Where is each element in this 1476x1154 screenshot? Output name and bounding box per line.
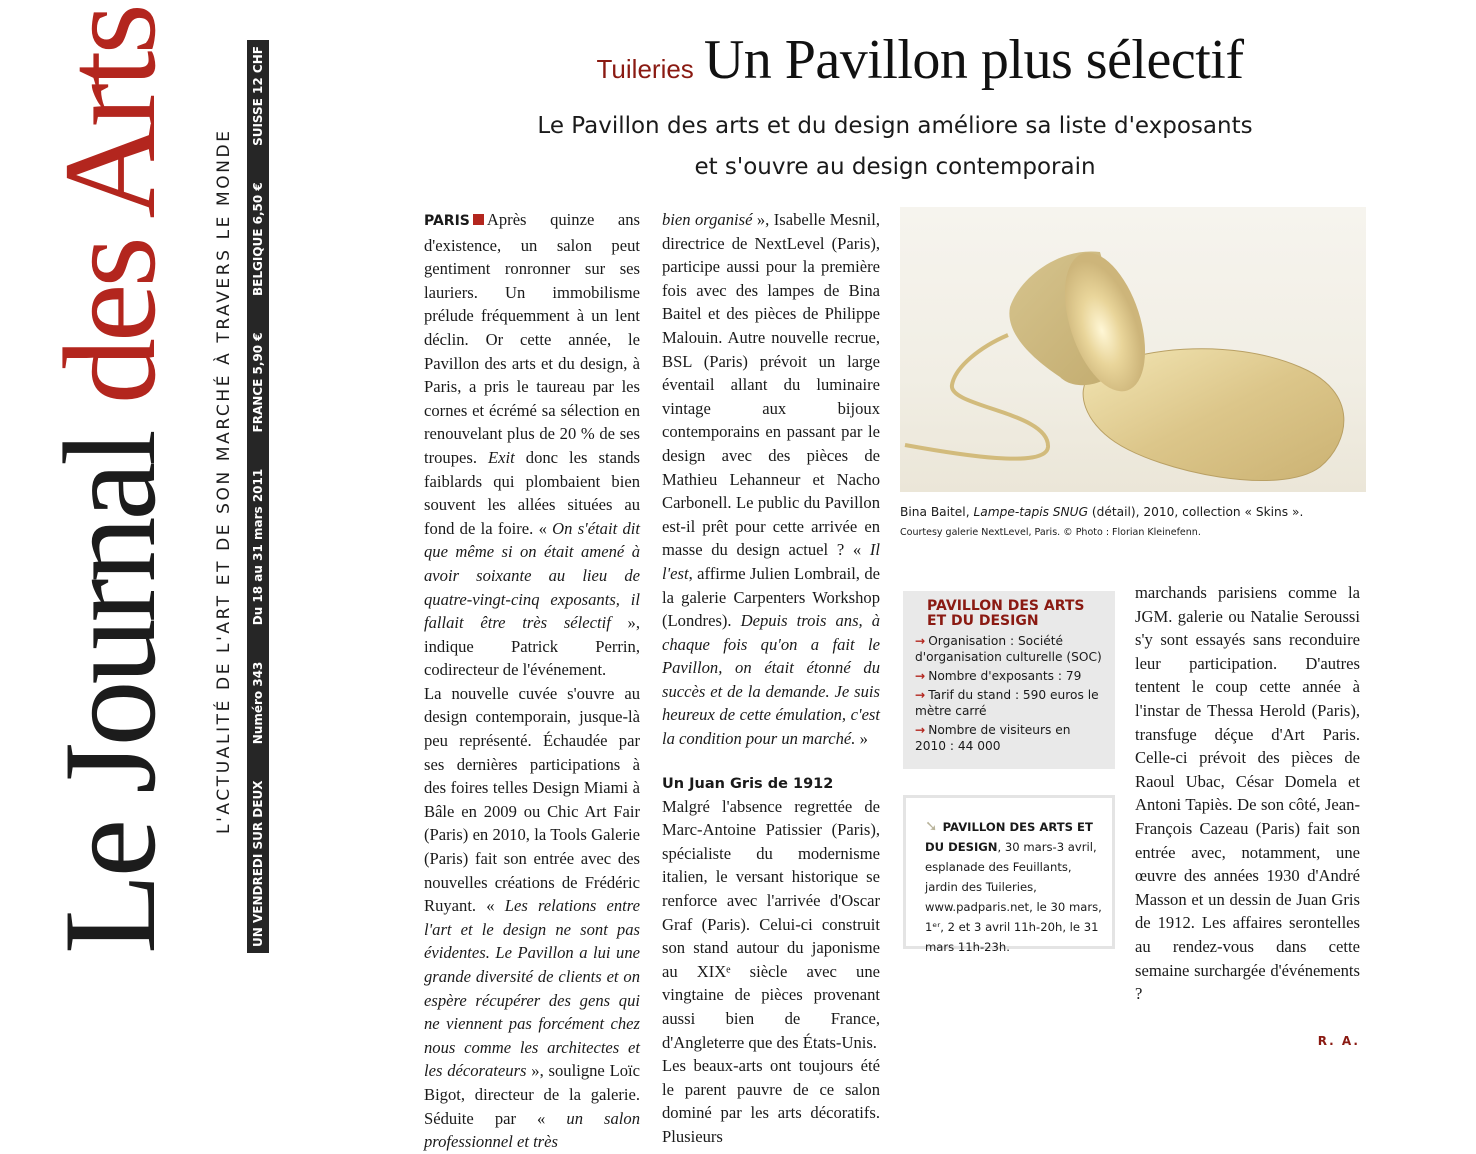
- logo-le-journal: Le Journal: [36, 404, 183, 954]
- article-deck: [430, 106, 1360, 188]
- lamp-illustration-icon: [900, 207, 1366, 492]
- paragraph: marchands parisiens comme la JGM. galerie ou Natalie Seroussi s'y sont essayés sans reconduire leur participation. D'autres tentent le coup cette année à l'instar de Thessa Herold (Paris), transfuge déçue d'Art Paris. Celle-ci prévoit des pièces de Raoul Ubac, César Domela et Antoni Tapiès. De son côté, Jean-François Cazeau (Paris) fait son entrée avec, notamment, une œuvre des années 1930 d'André Masson et un dessin de Juan Gris de 1912. Les affaires serontelles au rendez-vous dans cette semaine surchargée d'événements ?: [1135, 583, 1360, 1004]
- event-details: , 30 mars-3 avril, esplanade des Feuillants, jardin des Tuileries, www.padparis.net, le 30 mars, 1ᵉʳ, 2 et 3 avril 11h-20h, le 31 mars 11h-23h.: [925, 840, 1102, 954]
- issue-dates: Du 18 au 31 mars 2011: [251, 468, 265, 626]
- deck-line-1: Le Pavillon des arts et du design améliore sa liste d'exposants: [537, 113, 1253, 139]
- issue-number: Numéro 343: [251, 661, 265, 745]
- fact-box-title: PAVILLON DES ARTS ET DU DESIGN: [927, 598, 1085, 629]
- arrow-down-right-icon: ➘: [925, 817, 938, 835]
- fact-item: → Nombre d'exposants : 79: [915, 669, 1082, 683]
- deck-line-2: et s'ouvre au design contemporain: [694, 154, 1096, 180]
- frequency: UN VENDREDI SUR DEUX: [251, 780, 265, 947]
- fact-item: → Organisation : Société d'organisation culturelle (SOC): [915, 634, 1102, 664]
- paragraph: Les beaux-arts ont toujours été le parent pauvre de ce salon dominé par les arts décoratifs. Plusieurs: [662, 1056, 880, 1146]
- section-subhead: Un Juan Gris de 1912: [662, 775, 834, 792]
- arrow-right-icon: →: [915, 688, 926, 702]
- square-marker-icon: [473, 214, 484, 225]
- article-column-2: [662, 208, 880, 1149]
- article-column-4: [1135, 581, 1360, 1053]
- tagline-container: [50, 30, 250, 954]
- kicker: Tuileries: [596, 54, 694, 84]
- spine-text: [247, 40, 269, 953]
- event-name: PAVILLON DES ARTS ET DU DESIGN: [925, 820, 1093, 854]
- fact-item: → Tarif du stand : 590 euros le mètre carré: [915, 688, 1099, 718]
- fact-box: [903, 591, 1115, 769]
- logo-des-arts: des Arts: [36, 7, 183, 405]
- page-title: Un Pavillon plus sélectif: [703, 29, 1244, 91]
- paragraph: La nouvelle cuvée s'ouvre au design contemporain, jusque-là peu représenté. Échaudée par ses dernières participations à des foires telles Design Miami à Bâle en 2009 ou Chic Art Fair (Paris) en 2010, la Tools Galerie (Paris) fait son entrée avec des nouvelles créations de Frédéric Ruyant. « Les relations entre l'art et le design ne sont pas évidentes. Le Pavillon a lui une grande diversité de clients et on espère récupérer des gens qui ne viennent pas forcément chez nous comme les architectes et les décorateurs », souligne Loïc Bigot, directeur de la galerie. Séduite par « un salon professionnel et très: [424, 683, 640, 1152]
- price-france: FRANCE 5,90 €: [251, 332, 265, 433]
- arrow-right-icon: →: [915, 723, 926, 737]
- author-byline: R. A.: [1317, 1033, 1360, 1048]
- paragraph: bien organisé », Isabelle Mesnil, directrice de NextLevel (Paris), participe aussi pour la première fois avec des lampes de Bina Baitel et des pièces de Philippe Malouin. Autre nouvelle recrue, BSL (Paris) prévoit un large éventail allant du luminaire vintage aux bijoux contemporains en passant par le design avec des pièces de Mathieu Lehanneur et Nacho Carbonell. Le public du Pavillon est-il prêt pour cette arrivée en masse du design actuel ? « Il l'est, affirme Julien Lombrail, de la galerie Carpenters Workshop (Londres). Depuis trois ans, à chaque fois qu'on a fait le Pavillon, on était étonné du succès et de la demande. Je suis heureux de cette émulation, c'est la condition pour un marché. »: [662, 210, 880, 749]
- fact-item: → Nombre de visiteurs en 2010 : 44 000: [915, 723, 1071, 753]
- arrow-right-icon: →: [915, 634, 926, 648]
- event-info-box: [903, 795, 1115, 954]
- lamp-image: [900, 207, 1366, 492]
- dateline: PARIS: [424, 213, 470, 229]
- price-suisse: SUISSE 12 CHF: [251, 46, 265, 146]
- arrow-right-icon: →: [915, 669, 926, 683]
- paragraph: Malgré l'absence regrettée de Marc-Antoine Patissier (Paris), spécialiste du modernisme italien, le versant historique se renforce avec l'arrivée d'Oscar Graf (Paris). Celui-ci construit son stand autour du japonisme au XIXᵉ siècle avec une vingtaine de pièces provenant aussi bien de France, d'Angleterre que des États-Unis.: [662, 796, 880, 1052]
- price-belgique: BELGIQUE 6,50 €: [251, 182, 265, 297]
- article-headline: [540, 28, 1300, 92]
- masthead-tagline: L'ACTUALITÉ DE L'ART ET DE SON MARCHÉ À TRAVERS LE MONDE: [214, 128, 234, 834]
- caption-text: Bina Baitel, Lampe-tapis SNUG (détail), 2010, collection « Skins ».: [900, 505, 1304, 519]
- photo-credit: Courtesy galerie NextLevel, Paris. © Photo : Florian Kleinefenn.: [900, 527, 1201, 538]
- paragraph: PARIS Après quinze ans d'existence, un salon peut gentiment ronronner sur ses lauriers. Un immobilisme prélude fréquemment à un lent déclin. Or cette année, le Pavillon des arts et du design, à Paris, a pris le taureau par les cornes et écrémé sa sélection en renouvelant plus de 20 % de ses troupes. Exit donc les stands faiblards qui plombaient bien souvent les allées situées au fond de la foire. « On s'était dit que même si on était amené à avoir soixante au lieu de quatre-vingt-cinq exposants, il fallait être très sélectif », indique Patrick Perrin, codirecteur de l'événement.: [424, 210, 640, 680]
- article-column-1: [424, 208, 640, 1154]
- issue-spine: [247, 40, 269, 953]
- photo-caption: [900, 503, 1370, 541]
